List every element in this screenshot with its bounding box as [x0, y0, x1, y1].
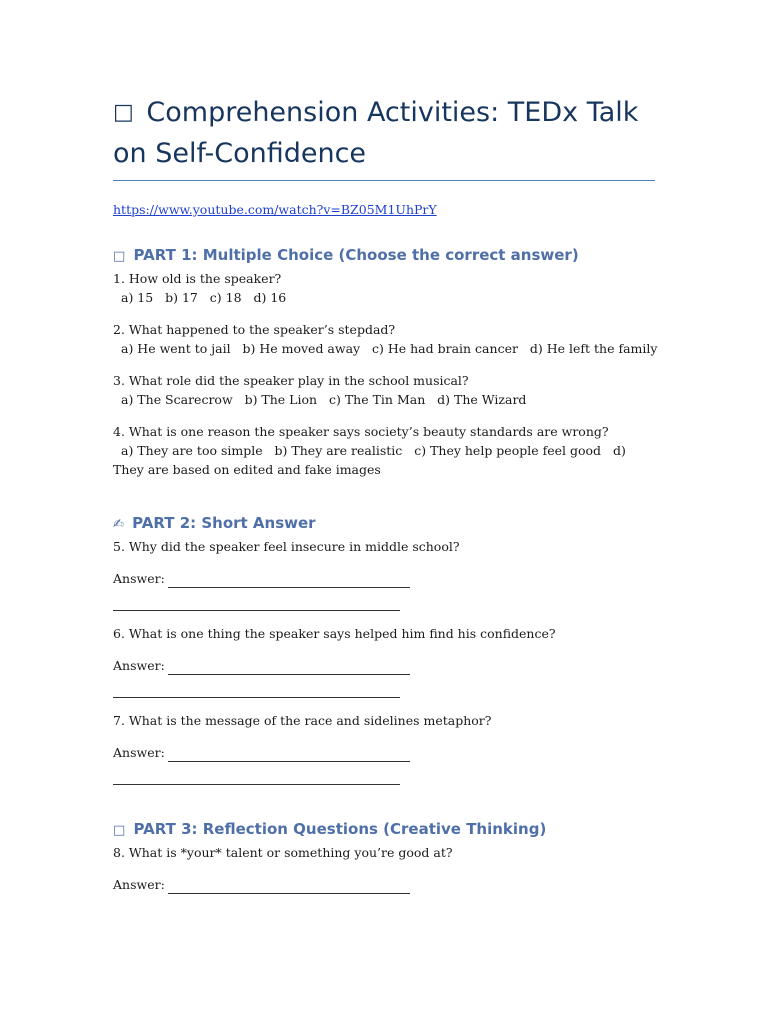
- answer-options: a) They are too simple b) They are realistic c) They help people feel good d) They are based on edited and fake images: [113, 443, 630, 477]
- mcq-question-1: [113, 269, 658, 307]
- part3-heading-text: PART 3: Reflection Questions (Creative Thinking): [133, 820, 547, 838]
- question-text: 7. What is the message of the race and sidelines metaphor?: [113, 713, 492, 728]
- page-title: [113, 92, 655, 181]
- writing-hand-icon: ✍: [113, 517, 124, 532]
- mcq-question-2: [113, 320, 658, 358]
- answer-label: Answer:: [113, 571, 165, 586]
- worksheet-page: [113, 92, 658, 894]
- answer-blank[interactable]: [168, 573, 410, 588]
- question-text: 2. What happened to the speaker’s stepdad?: [113, 322, 396, 337]
- answer-options: a) He went to jail b) He moved away c) He had brain cancer d) He left the family: [121, 341, 658, 356]
- mcq-question-3: [113, 371, 658, 409]
- answer-line: [113, 743, 658, 762]
- answer-line: [113, 569, 658, 588]
- part1-heading-text: PART 1: Multiple Choice (Choose the correct answer): [133, 246, 579, 264]
- youtube-link[interactable]: https://www.youtube.com/watch?v=BZ05M1UhPrY: [113, 202, 437, 217]
- short-answer-question-5: [113, 537, 658, 611]
- answer-label: Answer:: [113, 877, 165, 892]
- answer-options: a) The Scarecrow b) The Lion c) The Tin Man d) The Wizard: [121, 392, 527, 407]
- question-text: 4. What is one reason the speaker says society’s beauty standards are wrong?: [113, 424, 609, 439]
- question-text: 6. What is one thing the speaker says helped him find his confidence?: [113, 626, 556, 641]
- question-text: 3. What role did the speaker play in the school musical?: [113, 373, 469, 388]
- page-title-text: Comprehension Activities: TEDx Talk on Self-Confidence: [113, 97, 639, 169]
- question-text: 5. Why did the speaker feel insecure in middle school?: [113, 539, 460, 554]
- answer-line: [113, 875, 658, 894]
- question-text: 8. What is *your* talent or something you’re good at?: [113, 845, 453, 860]
- answer-blank[interactable]: [168, 879, 410, 894]
- answer-label: Answer:: [113, 658, 165, 673]
- answer-label: Answer:: [113, 745, 165, 760]
- part1-box-icon: □: [113, 249, 126, 264]
- part2-heading-text: PART 2: Short Answer: [132, 514, 316, 532]
- part1-heading: [113, 245, 658, 267]
- title-box-icon: □: [113, 100, 134, 125]
- answer-blank[interactable]: [168, 660, 410, 675]
- short-answer-question-6: [113, 624, 658, 698]
- answer-continuation-blank[interactable]: [113, 609, 400, 611]
- answer-blank[interactable]: [168, 747, 410, 762]
- question-text: 1. How old is the speaker?: [113, 271, 282, 286]
- part3-box-icon: □: [113, 823, 126, 838]
- answer-options: a) 15 b) 17 c) 18 d) 16: [121, 290, 287, 305]
- short-answer-question-7: [113, 711, 658, 785]
- part3-heading: [113, 819, 658, 841]
- part2-heading: [113, 513, 658, 535]
- answer-line: [113, 656, 658, 675]
- mcq-question-4: [113, 422, 658, 479]
- answer-continuation-blank[interactable]: [113, 783, 400, 785]
- answer-continuation-blank[interactable]: [113, 696, 400, 698]
- reflection-question-8: [113, 843, 658, 894]
